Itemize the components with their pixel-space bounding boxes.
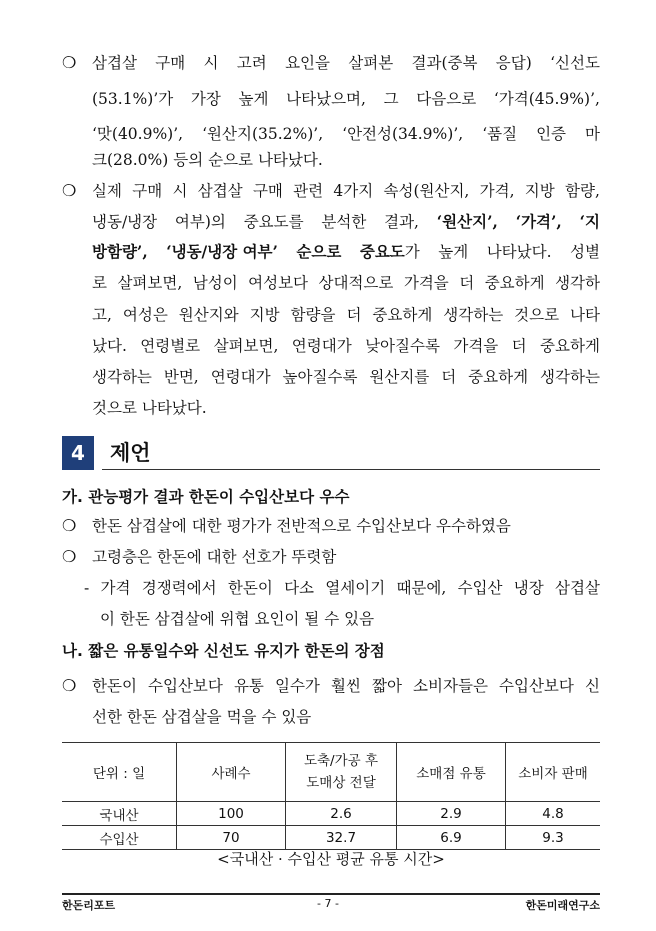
circle-bullet-icon: ❍ <box>62 547 77 566</box>
word: 실제 <box>92 182 122 200</box>
word: 수입산보다 <box>148 677 223 695</box>
para1-line-2 <box>92 89 600 109</box>
table-header-cell: 사례수 <box>177 743 286 802</box>
bold-term: 순으로 <box>296 242 342 261</box>
distribution-time-table <box>62 742 600 850</box>
circle-bullet-icon: ❍ <box>62 676 77 695</box>
bold-term: ‘원산지’, <box>436 212 498 231</box>
bold-term: 중요도 <box>359 242 405 261</box>
word: 짧아 <box>372 677 402 695</box>
word: 여성은 <box>122 306 168 324</box>
word: 삼겹살 <box>197 182 243 200</box>
word: 가격을 <box>403 274 449 292</box>
table-header-cell: 도축/가공 후 도매상 전달 <box>286 743 397 802</box>
para2-line-3 <box>92 242 600 262</box>
word: 고, <box>92 306 112 324</box>
word: 더 <box>441 368 457 386</box>
word: 연령대가 <box>210 368 271 386</box>
word: 높아질수록 <box>282 368 358 386</box>
word: 삼겹살 <box>92 54 137 72</box>
word: 그 <box>383 90 399 108</box>
table-cell: 2.6 <box>286 802 397 826</box>
word: 가장 <box>190 90 221 108</box>
footer-left: 한돈리포트 <box>62 899 116 912</box>
table-cell: 6.9 <box>397 826 506 850</box>
word: 관련 <box>293 182 324 200</box>
word: 구매 <box>252 182 283 200</box>
word: 함량을 <box>290 306 336 324</box>
word: 응답) <box>495 54 532 72</box>
word: 한돈이 <box>227 579 273 597</box>
a-bullet-2: 고령층은 한돈에 대한 선호가 뚜렷함 <box>92 548 337 566</box>
word: 연령대가 <box>291 337 352 355</box>
para2-line-7 <box>92 367 600 387</box>
table-cell: 4.8 <box>506 802 601 826</box>
para2-line-4 <box>92 273 600 293</box>
word: 시 <box>172 182 188 200</box>
word: ‘품질 <box>482 125 518 143</box>
word: 가격 <box>100 579 131 597</box>
word: 소비자들은 <box>413 677 488 695</box>
word: 마 <box>585 125 600 143</box>
word: 분석한 <box>321 213 367 231</box>
table-caption: <국내산 · 수입산 평균 유통 시간> <box>217 850 445 868</box>
para1-line-3 <box>92 124 600 144</box>
word: 중요하게 <box>540 337 600 355</box>
table-header-cell: 소매점 유통 <box>397 743 506 802</box>
word: 더 <box>511 337 527 355</box>
footer-right: 한돈미래연구소 <box>525 899 600 912</box>
word: 구매 <box>155 54 186 72</box>
word: 낮아질수록 <box>365 337 440 355</box>
word: 원산지와 <box>178 306 239 324</box>
word: 때문에, <box>396 579 447 597</box>
word: 지방 <box>524 182 555 200</box>
word: 연령별로 <box>140 337 201 355</box>
table-row <box>62 826 600 850</box>
word: 고려 <box>236 54 267 72</box>
word: 여부)의 <box>174 213 226 231</box>
footer-divider <box>62 893 600 895</box>
word: 더 <box>459 274 475 292</box>
para1-line-4: 크(28.0%) 등의 순으로 나타났다. <box>92 151 323 169</box>
a-dash-line-1 <box>84 578 600 598</box>
section-title: 제언 <box>110 441 151 465</box>
word: ‘안전성(34.9%)’, <box>342 125 464 143</box>
word: 생각하는 <box>92 368 152 386</box>
bold-term: 방함량’, <box>92 242 148 261</box>
table-cell: 100 <box>177 802 286 826</box>
word: 결과, <box>384 213 419 231</box>
bold-term: ‘가격’, <box>515 212 562 231</box>
word: (53.1%)’가 <box>92 90 174 108</box>
word: 지방 <box>249 306 280 324</box>
para2-line-2 <box>92 212 600 232</box>
word: 생각하 <box>555 274 600 292</box>
b-bullet-line-2: 선한 한돈 삼겹살을 먹을 수 있음 <box>92 708 312 726</box>
word: 원산지를 <box>369 368 430 386</box>
table-cell: 32.7 <box>286 826 397 850</box>
word: 함량, <box>565 182 600 200</box>
bold-term: ‘지 <box>579 212 600 231</box>
para1-line-1 <box>92 53 600 73</box>
word: 반면, <box>163 368 199 386</box>
word: 냉장 <box>513 579 544 597</box>
word: 수입산 <box>457 579 503 597</box>
table-header-row <box>62 743 600 802</box>
section-underline <box>102 469 600 470</box>
word: 살펴보면, <box>117 274 183 292</box>
word: ‘원산지(35.2%)’, <box>202 125 324 143</box>
word: 시 <box>203 54 219 72</box>
word: 성별 <box>570 243 600 261</box>
word: 상대적으로 <box>318 274 394 292</box>
subheading-a: 가. 관능평가 결과 한돈이 수입산보다 우수 <box>62 488 350 506</box>
word: ‘맛(40.9%)’, <box>92 125 184 143</box>
word: 중요하게 <box>468 368 529 386</box>
circle-bullet-icon: ❍ <box>62 181 77 200</box>
word: 4가지 <box>333 182 374 200</box>
subheading-b: 나. 짧은 유통일수와 신선도 유지가 한돈의 장점 <box>62 642 385 660</box>
section-number: 4 <box>62 436 94 470</box>
word: 남성이 <box>192 274 238 292</box>
word: 신 <box>584 677 600 695</box>
table-cell: 국내산 <box>62 802 177 826</box>
word: 가격을 <box>453 337 499 355</box>
circle-bullet-icon: ❍ <box>62 516 77 535</box>
word: ‘신선도 <box>550 54 600 72</box>
word: 살펴본 <box>348 54 394 72</box>
word: 요인을 <box>285 54 330 72</box>
word: 수입산보다 <box>499 677 574 695</box>
table-header-cell: 단위 : 일 <box>62 743 177 802</box>
word: 중요하게 <box>372 306 433 324</box>
word: 것으로 <box>514 306 560 324</box>
word: 생각하는 <box>540 368 600 386</box>
word: 중요하게 <box>484 274 545 292</box>
word: 일수가 <box>274 677 320 695</box>
word: 유통 <box>233 677 264 695</box>
word: 경쟁력에서 <box>141 579 217 597</box>
word: 인증 <box>536 125 567 143</box>
word: 열세이기 <box>325 579 386 597</box>
para2-line-8: 것으로 나타났다. <box>92 399 207 417</box>
a-bullet-1: 한돈 삼겹살에 대한 평가가 전반적으로 수입산보다 우수하였음 <box>92 517 511 535</box>
word: 구매 <box>132 182 163 200</box>
word: 나타 <box>570 306 600 324</box>
table-cell: 70 <box>177 826 286 850</box>
word: 가격, <box>479 182 515 200</box>
table-cell: 수입산 <box>62 826 177 850</box>
word: 중요도를 <box>243 213 304 231</box>
word: 나타났으며, <box>286 90 366 108</box>
word: 한돈이 <box>92 677 137 695</box>
word: - <box>84 579 90 597</box>
table-header-cell: 소비자 판매 <box>506 743 601 802</box>
circle-bullet-icon: ❍ <box>62 53 77 72</box>
bold-term: ‘냉동/냉장 여부’ <box>166 242 278 261</box>
word: 냉동/냉장 <box>92 213 158 231</box>
para2-line-5 <box>92 305 600 325</box>
word: 높게 <box>238 90 269 108</box>
para2-line-6 <box>92 336 600 356</box>
table-cell: 9.3 <box>506 826 601 850</box>
b-bullet-line-1 <box>92 676 600 696</box>
page-number: - 7 - <box>317 897 339 910</box>
word: 여성보다 <box>248 274 309 292</box>
word: 다음으로 <box>416 90 477 108</box>
word: 가 <box>404 243 420 261</box>
word: 났다. <box>92 337 127 355</box>
word: 로 <box>92 274 107 292</box>
table-cell: 2.9 <box>397 802 506 826</box>
word: 생각하는 <box>443 306 504 324</box>
a-dash-line-2: 이 한돈 삼겹살에 위협 요인이 될 수 있음 <box>100 610 375 628</box>
word: 다소 <box>284 579 315 597</box>
section-header <box>62 436 600 470</box>
word: 훨씬 <box>330 677 361 695</box>
word: 속성(원산지, <box>383 182 470 200</box>
word: 높게 <box>438 243 469 261</box>
word: 나타났다. <box>486 243 552 261</box>
word: 삼겹살 <box>554 579 600 597</box>
word: ‘가격(45.9%)’, <box>493 90 600 108</box>
table-row <box>62 802 600 826</box>
para2-line-1 <box>92 181 600 201</box>
word: 결과(중복 <box>411 54 478 72</box>
word: 더 <box>346 306 362 324</box>
word: 살펴보면, <box>213 337 279 355</box>
